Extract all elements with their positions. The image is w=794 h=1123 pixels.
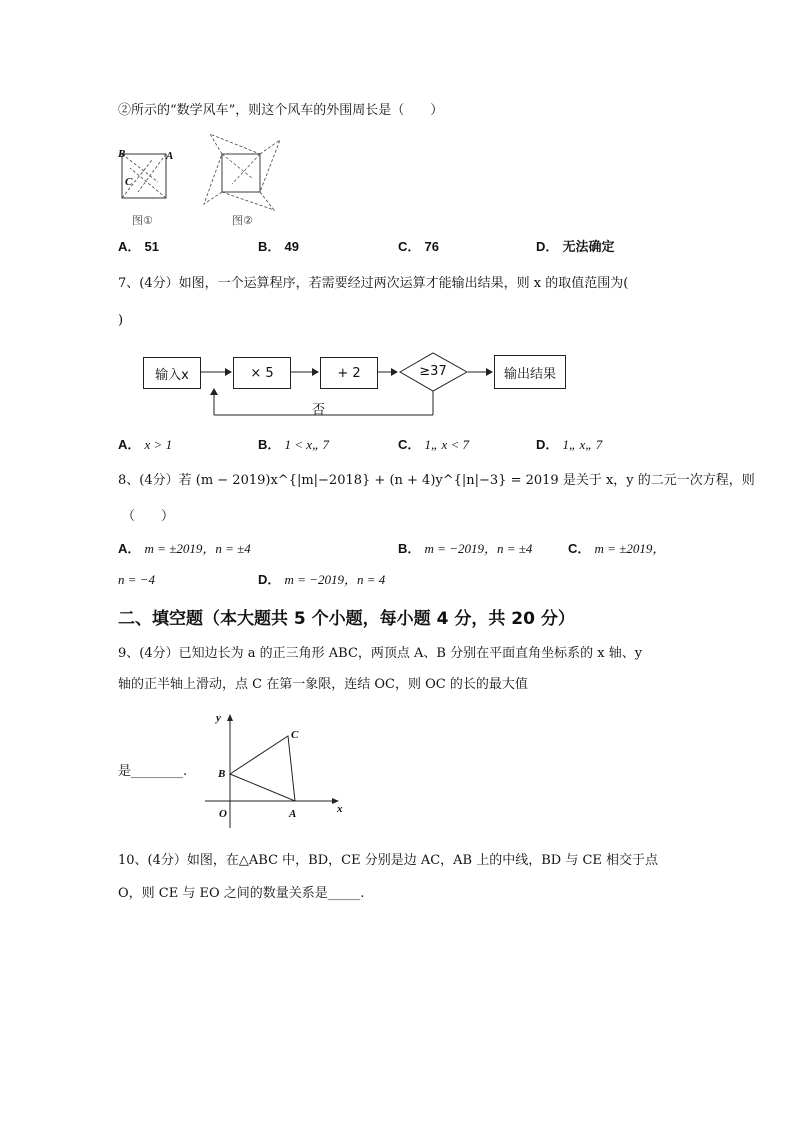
q9-label-b: B (218, 768, 226, 780)
section-title: 二、填空题（本大题共 5 个小题，每小题 4 分，共 20 分） (118, 609, 575, 629)
q8-option-a: A． m = ±2019，n = ±4 (118, 541, 251, 556)
q10-line-1: 10、(4分）如图，在△ABC 中，BD，CE 分别是边 AC，AB 上的中线，BD 与 CE 相交于点 (118, 853, 659, 868)
q6-fig2-caption: 图② (232, 214, 253, 227)
q9-label-o: O (219, 808, 227, 820)
flow-multiply-box: × 5 (233, 357, 291, 389)
flow-add-box: + 2 (320, 357, 378, 389)
q8-option-b: B． m = −2019，n = ±4 (398, 541, 533, 556)
flow-input-box: 输入x (143, 357, 201, 389)
flow-output-box: 输出结果 (494, 355, 566, 389)
flow-no-label: 否 (312, 403, 326, 418)
q6-option-b: B． 49 (258, 239, 299, 254)
q9-line-3: 是________. (118, 764, 188, 779)
q6-option-c: C． 76 (398, 239, 439, 254)
q7-option-a: A． x > 1 (118, 437, 173, 452)
q6-fig1-caption: 图① (132, 214, 153, 227)
q8-option-c: C． m = ±2019， (568, 541, 666, 556)
q9-line-2: 轴的正半轴上滑动，点 C 在第一象限，连结 OC，则 OC 的长的最大值 (118, 677, 528, 692)
q6-fig1-label-b: B (118, 148, 126, 160)
q8-option-d: D． m = −2019，n = 4 (258, 572, 386, 587)
q7-stem-cont: ) (118, 313, 124, 328)
q9-label-x: x (337, 803, 343, 815)
q6-fig1-label-a: A (166, 150, 174, 162)
q8-stem: 8、(4分）若 (m − 2019)x^{|m|−2018} + (n + 4)y^{|n|−3} = 2019 是关于 x，y 的二元一次方程，则 (118, 473, 755, 488)
q9-label-y: y (216, 712, 221, 724)
q6-option-d: D． 无法确定 (536, 239, 615, 254)
flow-condition: ≥37 (419, 364, 447, 379)
q6-option-a: A． 51 (118, 239, 159, 254)
q9-label-a: A (289, 808, 297, 820)
q8-stem-cont: （ ） (122, 509, 175, 524)
q7-option-c: C． 1„ x < 7 (398, 437, 470, 452)
q6-stem: ②所示的“数学风车”，则这个风车的外围周长是（ ） (118, 103, 444, 118)
q10-line-2: O，则 CE 与 EO 之间的数量关系是_____. (118, 886, 365, 901)
q7-stem: 7、(4分）如图，一个运算程序，若需要经过两次运算才能输出结果，则 x 的取值范围为( (118, 276, 629, 291)
q6-fig1-label-c: C (125, 176, 133, 188)
q7-option-b: B． 1 < x„ 7 (258, 437, 330, 452)
q7-option-d: D． 1„ x„ 7 (536, 437, 603, 452)
q9-line-1: 9、(4分）已知边长为 a 的正三角形 ABC，两顶点 A、B 分别在平面直角坐标系的 x 轴、y (118, 646, 643, 661)
q8-option-c-cont: n = −4 (118, 572, 156, 587)
q9-label-c: C (291, 729, 299, 741)
